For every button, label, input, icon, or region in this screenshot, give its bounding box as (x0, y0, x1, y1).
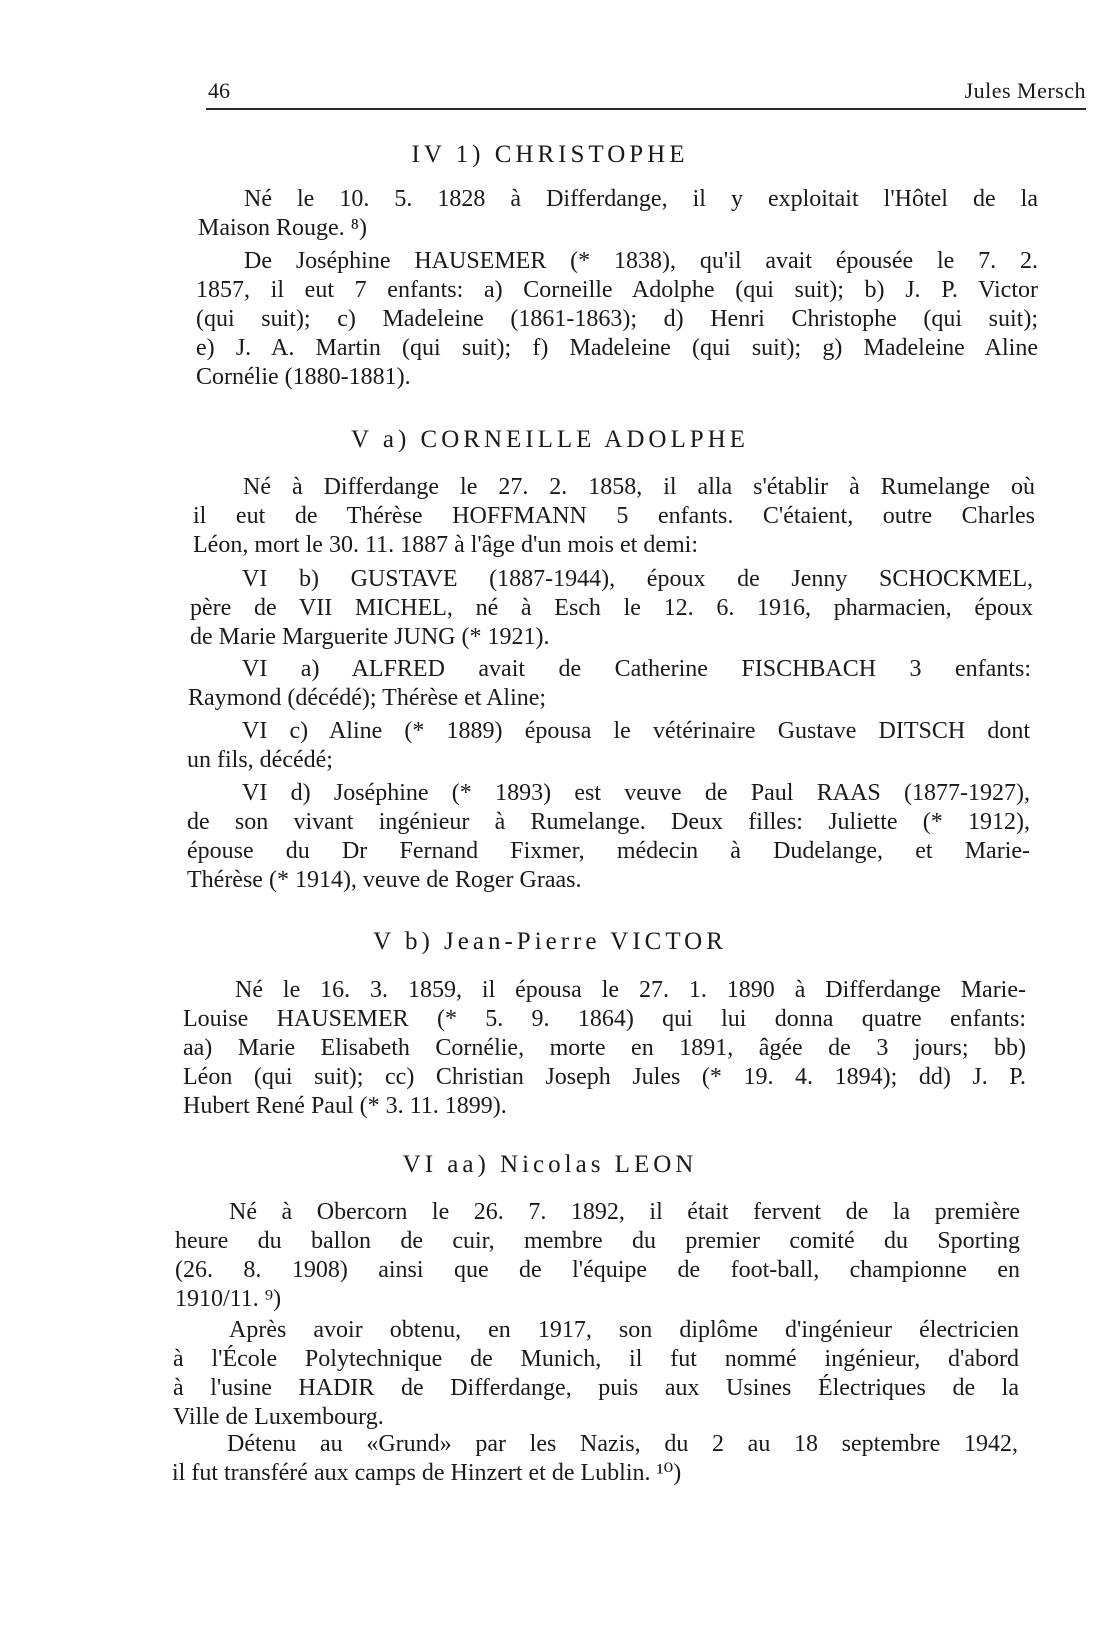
page-number: 46 (208, 78, 230, 103)
text-line: de son vivant ingénieur à Rumelange. Deux filles: Juliette (* 1912), (187, 809, 1030, 835)
page-header (206, 74, 1086, 110)
text-line: père de VII MICHEL, né à Esch le 12. 6. 1916, pharmacien, époux (190, 595, 1033, 621)
text-line: 1857, il eut 7 enfants: a) Corneille Adolphe (qui suit); b) J. P. Victor (196, 277, 1038, 303)
paragraph (175, 1198, 1020, 1314)
text-line: épouse du Dr Fernand Fixmer, médecin à Dudelange, et Marie- (187, 838, 1030, 864)
text-line: Raymond (décédé); Thérèse et Aline; (188, 685, 547, 711)
text-line: Né à Differdange le 27. 2. 1858, il alla s'établir à Rumelange où (243, 474, 1035, 500)
paragraph (187, 717, 1030, 775)
paragraph (187, 779, 1030, 895)
text-line: e) J. A. Martin (qui suit); f) Madeleine (qui suit); g) Madeleine Aline (196, 335, 1038, 361)
text-line: heure du ballon de cuir, membre du premier comité du Sporting (175, 1228, 1020, 1254)
paragraph (196, 247, 1038, 392)
text-line: Ville de Luxembourg. (173, 1404, 384, 1430)
paragraph (188, 655, 1031, 713)
section-heading-corneille-adolphe: V a) CORNEILLE ADOLPHE (351, 426, 749, 453)
text-line: Thérèse (* 1914), veuve de Roger Graas. (187, 867, 582, 893)
section-heading-jean-pierre-victor: V b) Jean-Pierre VICTOR (373, 928, 727, 955)
section-heading-christophe: IV 1) CHRISTOPHE (411, 141, 689, 168)
paragraph (190, 565, 1033, 652)
paragraph (198, 185, 1038, 243)
paragraph (183, 976, 1026, 1121)
text-line: Né le 10. 5. 1828 à Differdange, il y exploitait l'Hôtel de la (244, 186, 1038, 212)
text-line: aa) Marie Elisabeth Cornélie, morte en 1891, âgée de 3 jours; bb) (183, 1035, 1026, 1061)
text-line: il eut de Thérèse HOFFMANN 5 enfants. C'étaient, outre Charles (193, 503, 1035, 529)
text-line: de Marie Marguerite JUNG (* 1921). (190, 624, 550, 650)
text-line: Maison Rouge. ⁸) (198, 215, 368, 241)
text-line: Léon, mort le 30. 11. 1887 à l'âge d'un mois et demi: (193, 532, 698, 558)
text-line: Cornélie (1880-1881). (196, 364, 411, 390)
section-heading-nicolas-leon: VI aa) Nicolas LEON (402, 1151, 698, 1178)
text-line: Hubert René Paul (* 3. 11. 1899). (183, 1093, 507, 1119)
text-line: un fils, décédé; (187, 747, 333, 773)
text-line: à l'École Polytechnique de Munich, il fut nommé ingénieur, d'abord (173, 1346, 1019, 1372)
paragraph (173, 1316, 1019, 1432)
text-line: VI b) GUSTAVE (1887-1944), époux de Jenny SCHOCKMEL, (242, 566, 1033, 592)
text-line: (qui suit); c) Madeleine (1861-1863); d) Henri Christophe (qui suit); (196, 306, 1038, 332)
text-line: (26. 8. 1908) ainsi que de l'équipe de foot-ball, championne en (175, 1257, 1020, 1283)
text-line: VI a) ALFRED avait de Catherine FISCHBACH 3 enfants: (242, 656, 1031, 682)
text-line: VI d) Joséphine (* 1893) est veuve de Paul RAAS (1877-1927), (242, 780, 1030, 806)
text-line: Né le 16. 3. 1859, il épousa le 27. 1. 1890 à Differdange Marie- (235, 977, 1026, 1003)
text-line: Né à Obercorn le 26. 7. 1892, il était fervent de la première (229, 1199, 1020, 1225)
paragraph (193, 473, 1035, 560)
text-line: De Joséphine HAUSEMER (* 1838), qu'il avait épousée le 7. 2. (244, 248, 1038, 274)
paragraph (172, 1430, 1018, 1488)
text-line: à l'usine HADIR de Differdange, puis aux Usines Électriques de la (173, 1375, 1019, 1401)
text-line: 1910/11. ⁹) (175, 1286, 282, 1312)
text-line: il fut transféré aux camps de Hinzert et de Lublin. ¹⁰) (172, 1460, 682, 1486)
text-line: Louise HAUSEMER (* 5. 9. 1864) qui lui donna quatre enfants: (183, 1006, 1026, 1032)
running-head: Jules Mersch (964, 78, 1086, 103)
text-line: Détenu au «Grund» par les Nazis, du 2 au 18 septembre 1942, (227, 1431, 1018, 1457)
text-line: Après avoir obtenu, en 1917, son diplôme d'ingénieur électricien (229, 1317, 1019, 1343)
text-line: VI c) Aline (* 1889) épousa le vétérinaire Gustave DITSCH dont (242, 718, 1030, 744)
text-line: Léon (qui suit); cc) Christian Joseph Jules (* 19. 4. 1894); dd) J. P. (183, 1064, 1026, 1090)
